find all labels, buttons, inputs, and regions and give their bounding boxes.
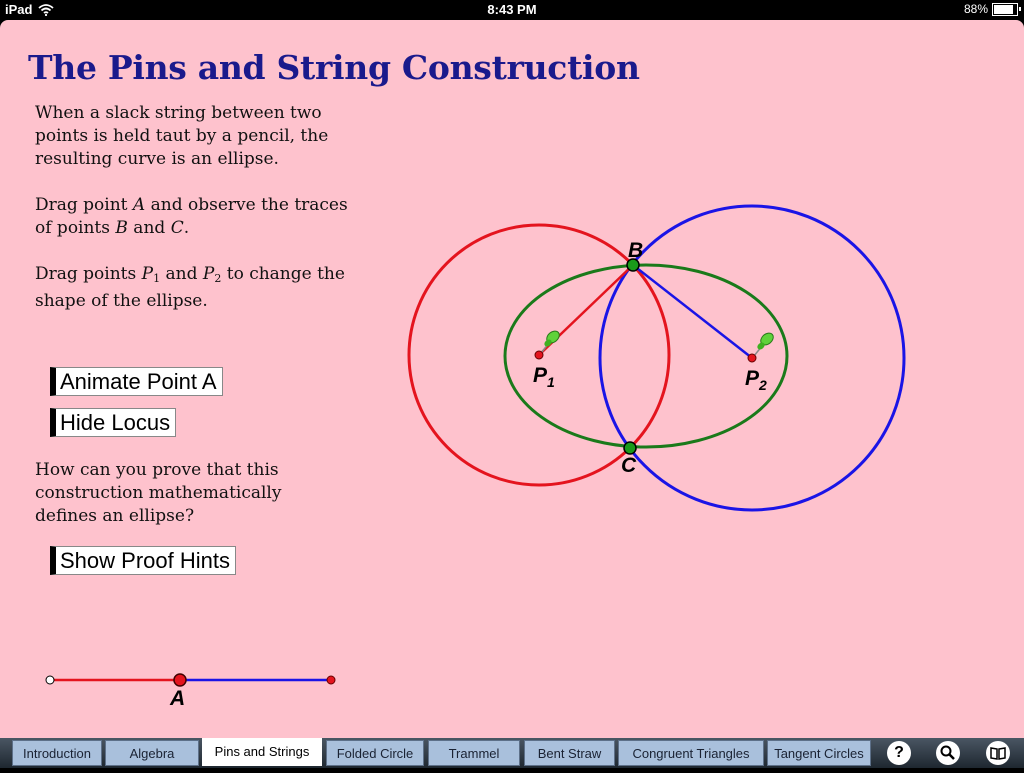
tab-introduction[interactable]: Introduction (12, 740, 102, 766)
point-a-handle[interactable] (174, 674, 186, 686)
sketch-page (0, 20, 1024, 738)
subscript: 1 (153, 272, 161, 285)
show-proof-hints-button[interactable]: Show Proof Hints (50, 546, 236, 575)
label-b: B (628, 239, 644, 262)
tab-algebra[interactable]: Algebra (105, 740, 199, 766)
construction-diagram (0, 20, 1024, 738)
subscript: 2 (214, 272, 222, 285)
status-bar (0, 0, 1024, 20)
point-p2[interactable] (748, 354, 756, 362)
battery-icon (992, 3, 1018, 16)
book-button[interactable] (986, 741, 1010, 765)
clock: 8:43 PM (487, 2, 537, 17)
text: and (160, 264, 203, 284)
page-title: The Pins and String Construction (28, 48, 640, 87)
p-ref: P (141, 264, 154, 284)
text: Drag points (35, 264, 142, 284)
status-right (964, 2, 1018, 16)
text: and (127, 218, 171, 238)
slider-end-point (327, 676, 335, 684)
magnifier-icon (936, 741, 960, 765)
point-a-ref: A (132, 195, 146, 215)
tab-congruent-triangles[interactable]: Congruent Triangles (618, 740, 764, 766)
hide-locus-button[interactable]: Hide Locus (50, 408, 176, 437)
battery-percent: 88% (963, 2, 988, 16)
blue-string (633, 265, 752, 358)
label-p2 (745, 367, 767, 393)
point-c (624, 442, 636, 454)
text: . (183, 218, 190, 238)
label-p1-letter: P (533, 364, 548, 387)
text: to change the shape of the ellipse. (35, 264, 345, 311)
tab-tangent-circles[interactable]: Tangent Circles (767, 740, 871, 766)
text: and observe the traces of points (35, 195, 348, 238)
search-button[interactable] (936, 741, 960, 765)
help-button[interactable]: ? (887, 741, 911, 765)
book-icon (986, 741, 1010, 765)
green-ellipse-locus (505, 265, 787, 447)
intro-paragraph: When a slack string between two points is held taut by a pencil, the resulting curve is an ellipse. (35, 103, 329, 169)
point-b-ref: B (115, 218, 128, 238)
label-p1 (533, 364, 555, 390)
animate-point-a-button[interactable]: Animate Point A (50, 367, 223, 396)
text: Drag point (35, 195, 133, 215)
label-c: C (621, 454, 637, 477)
label-p2-sub: 2 (759, 377, 767, 393)
pin-p1-icon[interactable] (541, 329, 562, 353)
proof-question: How can you prove that this construction mathematically defines an ellipse? (35, 460, 282, 526)
label-a: A (170, 687, 186, 710)
point-p1[interactable] (535, 351, 543, 359)
point-c-ref: C (170, 218, 184, 238)
tab-folded-circle[interactable]: Folded Circle (326, 740, 424, 766)
label-p2-letter: P (745, 367, 760, 390)
tab-pins-and-strings[interactable]: Pins and Strings (202, 738, 322, 766)
p-ref: P (202, 264, 215, 284)
device-name: iPad (5, 2, 33, 17)
slider-start-point (46, 676, 54, 684)
tab-trammel[interactable]: Trammel (428, 740, 520, 766)
label-p1-sub: 1 (547, 374, 555, 390)
tab-bar (0, 738, 1024, 768)
tab-bent-straw[interactable]: Bent Straw (524, 740, 615, 766)
pin-p2-icon[interactable] (754, 331, 776, 356)
